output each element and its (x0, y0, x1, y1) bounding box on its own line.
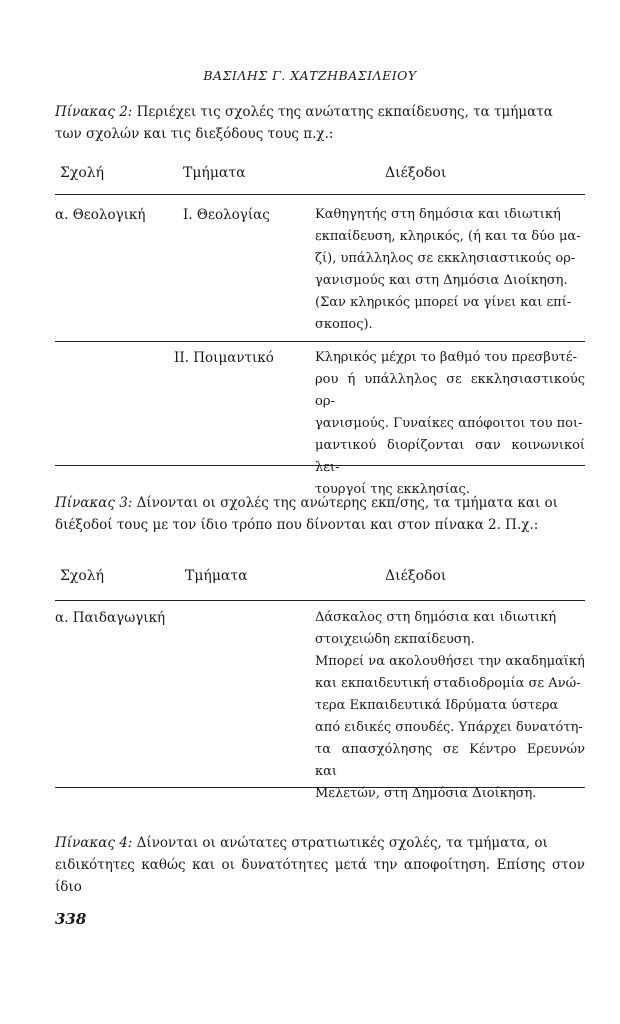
table2-header-school: Σχολή (60, 568, 105, 584)
table2-row1-outlets (315, 607, 585, 805)
table1-header-departments: Τμήματα (183, 165, 246, 181)
text-line: Δάσκαλος στη δημόσια και ιδιωτική (315, 610, 557, 625)
text-line: στοιχειώδη εκπαίδευση. (315, 632, 475, 647)
table1-row2-department: ΙΙ. Ποιμαντικό (174, 350, 274, 366)
table1-header-school: Σχολή (60, 165, 105, 181)
paragraph-line: ειδικότητες καθώς και οι δυνατότητες μετά την αποφοίτηση. Επίσης στον ίδιο (55, 857, 585, 895)
table2-header-rule (55, 600, 585, 601)
table2-header-outlets: Διέξοδοι (385, 568, 447, 584)
paragraph-line (55, 832, 585, 854)
paragraph-table-2-intro (55, 101, 585, 145)
table1-row1-department: Ι. Θεολογίας (183, 207, 270, 223)
text-line: Καθηγητής στη δημόσια και ιδιωτική (315, 207, 561, 222)
table1-bottom-rule (55, 465, 585, 466)
table2-bottom-rule (55, 787, 585, 788)
table1-row1-outlets (315, 204, 585, 336)
paragraph-text: Περιέχει τις σχολές της ανώτατης εκπαίδευσης, τα τμήματα (132, 104, 553, 120)
page-number: 338 (55, 910, 87, 928)
text-line: από ειδικές σπουδές. Υπάρχει δυνατότη- (315, 720, 583, 735)
paragraph-line (55, 492, 585, 514)
text-line: (Σαν κληρικός μπορεί να γίνει και επί- (315, 295, 572, 310)
text-line: γανισμούς και στη Δημόσια Διοίκηση. (315, 273, 568, 288)
table1-row-rule (55, 341, 585, 342)
text-line: Κληρικός μέχρι το βαθμό του πρεσβυτέ- (315, 350, 578, 365)
text-line: εκπαίδευση, κληρικός, (ή και τα δύο μα- (315, 229, 581, 244)
text-line: μαντικού διορίζονται σαν κοινωνικοί λει- (315, 438, 585, 475)
table2-header-departments: Τμήματα (185, 568, 248, 584)
paragraph-table-4-intro (55, 832, 585, 898)
paragraph-line: των σχολών και τις διεξόδους τους π.χ.: (55, 126, 334, 142)
text-line: ρου ή υπάλληλος σε εκκλησιαστικούς ορ- (315, 372, 585, 409)
text-line: σκοπος). (315, 317, 373, 332)
table1-row1-school: α. Θεολογική (55, 207, 146, 223)
table-label: Πίνακας 2: (55, 104, 133, 120)
table-label: Πίνακας 4: (55, 835, 133, 851)
text-line: τουργοί της εκκλησίας. (315, 482, 470, 497)
text-line: τερα Εκπαιδευτικά Ιδρύματα ύστερα (315, 698, 559, 713)
text-line: Μπορεί να ακολουθήσει την ακαδημαϊκή (315, 654, 585, 669)
text-line: γανισμούς. Γυναίκες απόφοιτοι του ποι- (315, 416, 583, 431)
paragraph-line: διέξοδοί τους με τον ίδιο τρόπο που δίνονται και στον πίνακα 2. Π.χ.: (55, 517, 539, 533)
text-line: Μελετών, στη Δημόσια Διοίκηση. (315, 786, 537, 801)
text-line: τα απασχόλησης σε Κέντρο Ερευνών και (315, 742, 585, 779)
text-line: ζί), υπάλληλος σε εκκλησιαστικούς ορ- (315, 251, 576, 266)
table1-header-rule (55, 194, 585, 195)
paragraph-text: Δίνονται οι σχολές της ανώτερης εκπ/σης, τα τμήματα και οι (132, 495, 558, 511)
table2-row1-school: α. Παιδαγωγική (55, 610, 166, 626)
table-label: Πίνακας 3: (55, 495, 133, 511)
table1-header-outlets: Διέξοδοι (385, 165, 447, 181)
paragraph-table-3-intro (55, 492, 585, 536)
paragraph-text: Δίνονται οι ανώτατες στρατιωτικές σχολές, τα τμήματα, οι (132, 835, 548, 851)
running-head: ΒΑΣΙΛΗΣ Γ. ΧΑΤΖΗΒΑΣΙΛΕΙΟΥ (203, 68, 417, 83)
table1-row2-outlets (315, 347, 585, 501)
text-line: και εκπαιδευτική σταδιοδρομία σε Ανώ- (315, 676, 581, 691)
paragraph-line (55, 101, 585, 123)
